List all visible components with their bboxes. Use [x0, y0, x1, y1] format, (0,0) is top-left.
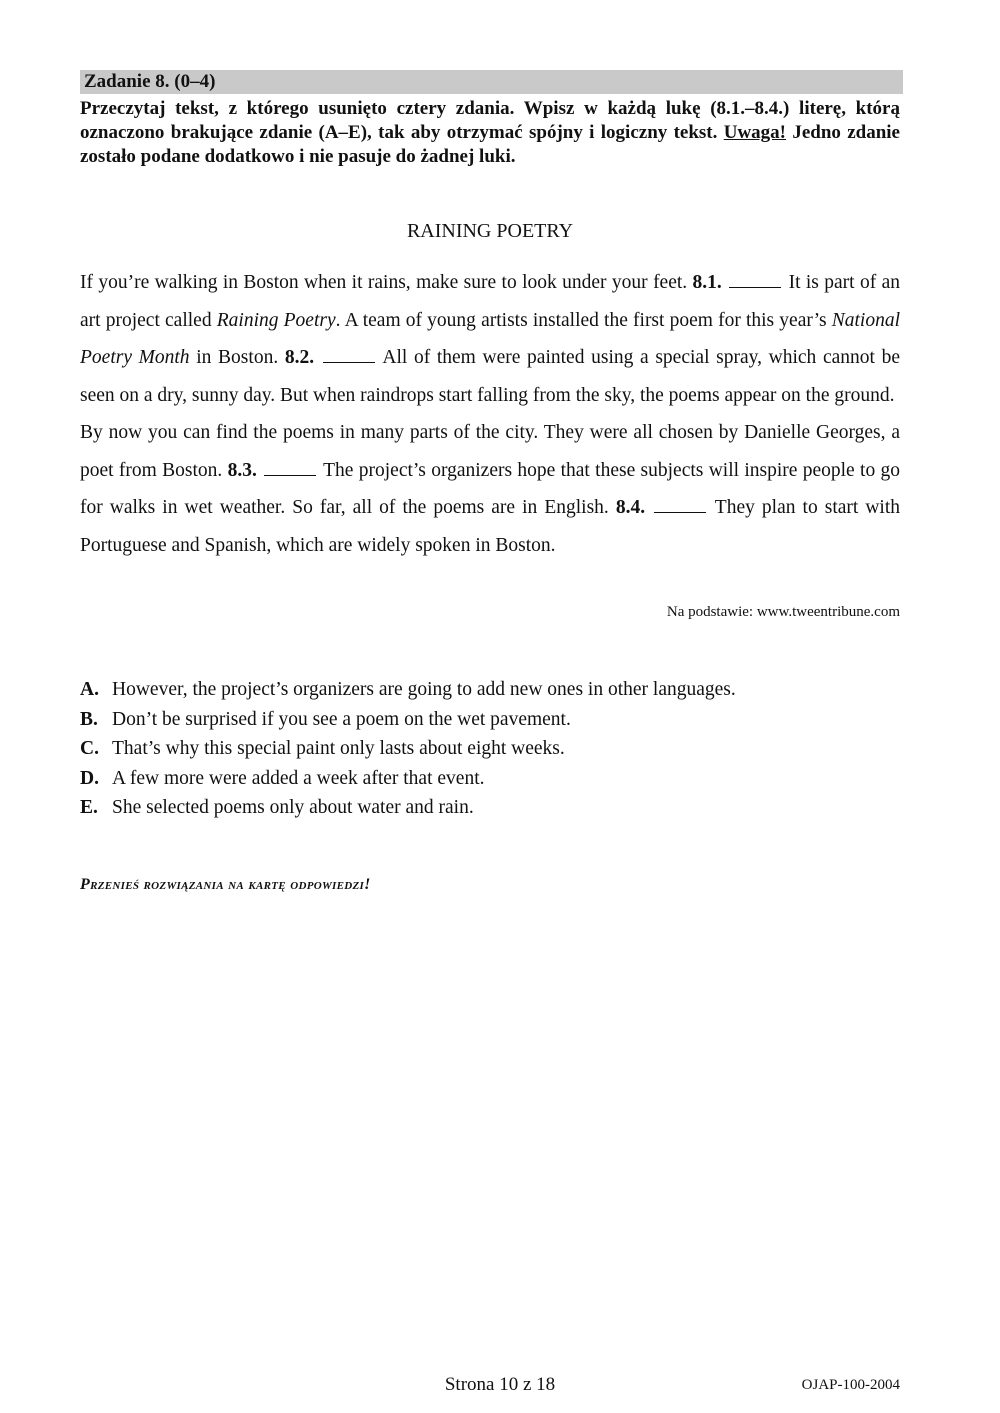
option-e — [80, 793, 900, 823]
gap-blank-8-3[interactable] — [264, 461, 316, 476]
option-text: A few more were added a week after that event. — [112, 767, 485, 789]
instruction-main: Przeczytaj tekst, z którego usunięto cztery zdania. Wpisz w każdą lukę (8.1.–8.4.) literę, którą oznaczono brakujące zdanie (A–E), tak aby otrzymać spójny i logiczny tekst. — [80, 98, 900, 143]
option-letter: B. — [80, 708, 98, 730]
passage-text: They plan to start with Portuguese and Spanish, which are widely spoken in Boston. — [80, 497, 901, 556]
passage-paragraph-2 — [80, 414, 900, 564]
task-instruction — [80, 97, 900, 169]
answer-options — [80, 675, 900, 823]
option-letter: E. — [80, 797, 98, 818]
gap-label-8-3: 8.3. — [227, 459, 257, 481]
option-c — [80, 734, 900, 764]
passage-text: All of them were painted using a special spray, which cannot be seen on a dry, sunny day. But when raindrops start falling from the sky, the poems appear on the ground. — [80, 347, 901, 406]
option-text: Don’t be surprised if you see a poem on the wet pavement. — [112, 708, 571, 730]
exam-code: OJAP-100-2004 — [801, 1377, 900, 1393]
option-b — [80, 705, 900, 735]
option-letter: A. — [80, 679, 99, 700]
text-title: RAINING POETRY — [406, 220, 574, 242]
task-header-bar — [80, 70, 903, 94]
passage-text: The project’s organizers hope that these subjects will inspire people to go for walks in wet weather. So far, all of the poems are in English. — [80, 459, 901, 518]
note-text: Jedno zdanie zostało podane dodatkowo i nie pasuje do żadnej luki. — [80, 122, 900, 167]
option-text: She selected poems only about water and rain. — [112, 797, 474, 818]
gap-blank-8-1[interactable] — [729, 273, 781, 288]
note-label: Uwaga! — [723, 122, 786, 143]
passage-text: If you’re walking in Boston when it rains, make sure to look under your feet. — [80, 272, 693, 293]
passage-text: By now you can find the poems in many parts of the city. They were all chosen by Danielle Georges, a poet from Boston. — [80, 422, 900, 481]
reading-passage — [80, 264, 900, 564]
passage-text: It is part of an art project called — [80, 272, 900, 331]
page-number: Strona 10 z 18 — [444, 1374, 556, 1395]
gap-label-8-2: 8.2. — [284, 347, 315, 368]
option-text: However, the project’s organizers are going to add new ones in other languages. — [112, 679, 736, 700]
italic-title: Raining Poetry — [216, 309, 336, 331]
option-d — [80, 764, 900, 794]
gap-label-8-4: 8.4. — [615, 497, 646, 518]
passage-paragraph-1 — [80, 264, 900, 414]
passage-text: in Boston. — [189, 347, 285, 368]
italic-title: National Poetry Month — [80, 309, 900, 368]
source-citation: Na podstawie: www.tweentribune.com — [666, 604, 900, 620]
gap-label-8-1: 8.1. — [692, 272, 722, 293]
transfer-answers-note: Przenieś rozwiązania na kartę odpowiedzi! — [80, 876, 371, 893]
task-heading: Zadanie 8. (0–4) — [84, 71, 216, 92]
gap-blank-8-2[interactable] — [323, 348, 375, 363]
option-a — [80, 675, 900, 705]
passage-text: . A team of young artists installed the first poem for this year’s — [335, 309, 832, 331]
option-letter: C. — [80, 738, 99, 759]
option-text: That’s why this special paint only lasts about eight weeks. — [112, 738, 565, 759]
gap-blank-8-4[interactable] — [654, 498, 706, 513]
option-letter: D. — [80, 767, 99, 789]
